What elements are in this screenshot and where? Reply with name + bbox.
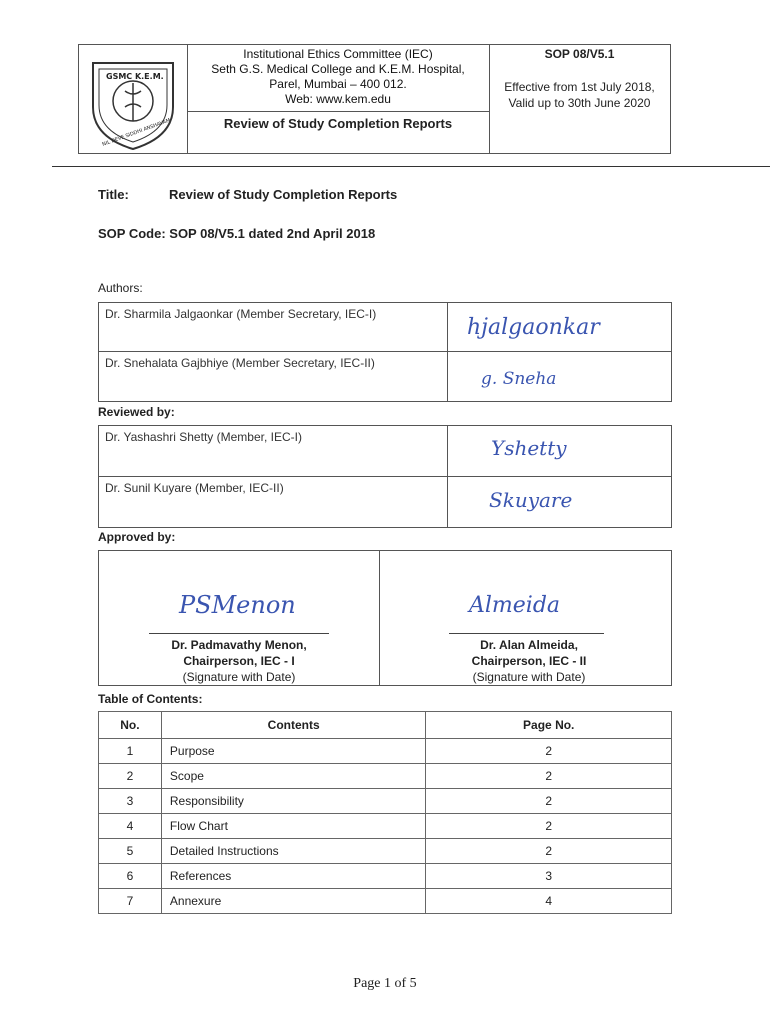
approvers-table xyxy=(98,550,672,686)
table-row xyxy=(99,889,672,914)
reviewer-name: Dr. Sunil Kuyare (Member, IEC-II) xyxy=(105,481,284,495)
table-row xyxy=(99,814,672,839)
reviewer-row-2 xyxy=(99,477,671,527)
toc-no: 2 xyxy=(99,764,162,789)
toc-page: 3 xyxy=(426,864,672,889)
toc-page: 2 xyxy=(426,739,672,764)
logo-cell xyxy=(79,45,188,153)
approver-2-block xyxy=(429,637,629,685)
document-header xyxy=(78,44,671,154)
sop-cell xyxy=(489,45,670,153)
table-row xyxy=(99,789,672,814)
logo-top-text: GSMC K.E.M. xyxy=(106,72,164,81)
authors-table xyxy=(98,302,672,402)
signature: hjalgaonkar xyxy=(467,315,600,340)
toc-no: 3 xyxy=(99,789,162,814)
signature: Yshetty xyxy=(491,436,567,460)
title-value: Review of Study Completion Reports xyxy=(169,187,398,202)
signature: Skuyare xyxy=(489,488,573,512)
institution-name: Institutional Ethics Committee (IEC) xyxy=(243,47,433,61)
header-divider xyxy=(52,166,770,167)
toc-header-contents: Contents xyxy=(161,712,426,739)
institution-logo-icon xyxy=(79,45,187,153)
author-name: Dr. Sharmila Jalgaonkar (Member Secretary, IEC-I) xyxy=(105,307,377,321)
toc-table xyxy=(98,711,672,914)
toc-page: 2 xyxy=(426,839,672,864)
toc-header-no: No. xyxy=(99,712,162,739)
table-row xyxy=(99,839,672,864)
table-row xyxy=(99,764,672,789)
toc-no: 1 xyxy=(99,739,162,764)
author-row-2 xyxy=(99,352,671,401)
toc-header-row xyxy=(99,712,672,739)
toc-page: 2 xyxy=(426,814,672,839)
toc-page: 4 xyxy=(426,889,672,914)
address: Parel, Mumbai – 400 012. xyxy=(269,77,407,91)
toc-header-page: Page No. xyxy=(426,712,672,739)
toc-page: 2 xyxy=(426,764,672,789)
institution-cell xyxy=(187,45,490,153)
page-footer: Page 1 of 5 xyxy=(353,976,417,991)
toc-content: Purpose xyxy=(161,739,426,764)
approved-label: Approved by: xyxy=(98,530,176,544)
website: Web: www.kem.edu xyxy=(285,92,391,106)
signature: g. Sneha xyxy=(481,369,557,389)
approver-name: Dr. Alan Almeida, xyxy=(480,638,578,652)
effective-date: Effective from 1st July 2018, xyxy=(504,80,655,94)
reviewer-name: Dr. Yashashri Shetty (Member, IEC-I) xyxy=(105,430,302,444)
toc-no: 4 xyxy=(99,814,162,839)
author-name: Dr. Snehalata Gajbhiye (Member Secretary, IEC-II) xyxy=(105,356,375,370)
reviewer-row-1 xyxy=(99,426,671,477)
approver-1-block xyxy=(139,637,339,685)
signature-column-divider xyxy=(447,303,448,401)
approver-role: Chairperson, IEC - I xyxy=(183,654,295,668)
signature: PSMenon xyxy=(179,591,296,619)
signature-line xyxy=(449,633,604,634)
toc-page: 2 xyxy=(426,789,672,814)
toc-content: Scope xyxy=(161,764,426,789)
table-row xyxy=(99,739,672,764)
toc-content: Detailed Instructions xyxy=(161,839,426,864)
sop-code-line: SOP Code: SOP 08/V5.1 dated 2nd April 2018 xyxy=(98,226,376,241)
college-name: Seth G.S. Medical College and K.E.M. Hospital, xyxy=(211,62,465,76)
toc-content: References xyxy=(161,864,426,889)
toc-content: Responsibility xyxy=(161,789,426,814)
reviewers-table xyxy=(98,425,672,528)
toc-content: Annexure xyxy=(161,889,426,914)
title-label: Title: xyxy=(98,187,129,202)
signature-line xyxy=(149,633,329,634)
approver-note: (Signature with Date) xyxy=(472,670,586,684)
signature-column-divider xyxy=(447,426,448,527)
logo-bottom-text: NIL DEVE SIDDHI ANSHAVAM xyxy=(101,117,172,148)
approver-name: Dr. Padmavathy Menon, xyxy=(171,638,307,652)
toc-no: 5 xyxy=(99,839,162,864)
reviewed-label: Reviewed by: xyxy=(98,405,175,419)
approver-column-divider xyxy=(379,551,380,685)
toc-no: 6 xyxy=(99,864,162,889)
toc-content: Flow Chart xyxy=(161,814,426,839)
approver-note: (Signature with Date) xyxy=(182,670,296,684)
table-row xyxy=(99,864,672,889)
valid-date: Valid up to 30th June 2020 xyxy=(508,96,651,110)
header-subtitle: Review of Study Completion Reports xyxy=(187,111,489,131)
approver-role: Chairperson, IEC - II xyxy=(471,654,587,668)
sop-code: SOP 08/V5.1 xyxy=(544,47,615,61)
signature: Almeida xyxy=(469,593,561,618)
toc-label: Table of Contents: xyxy=(98,692,203,706)
toc-no: 7 xyxy=(99,889,162,914)
authors-label: Authors: xyxy=(98,281,143,295)
